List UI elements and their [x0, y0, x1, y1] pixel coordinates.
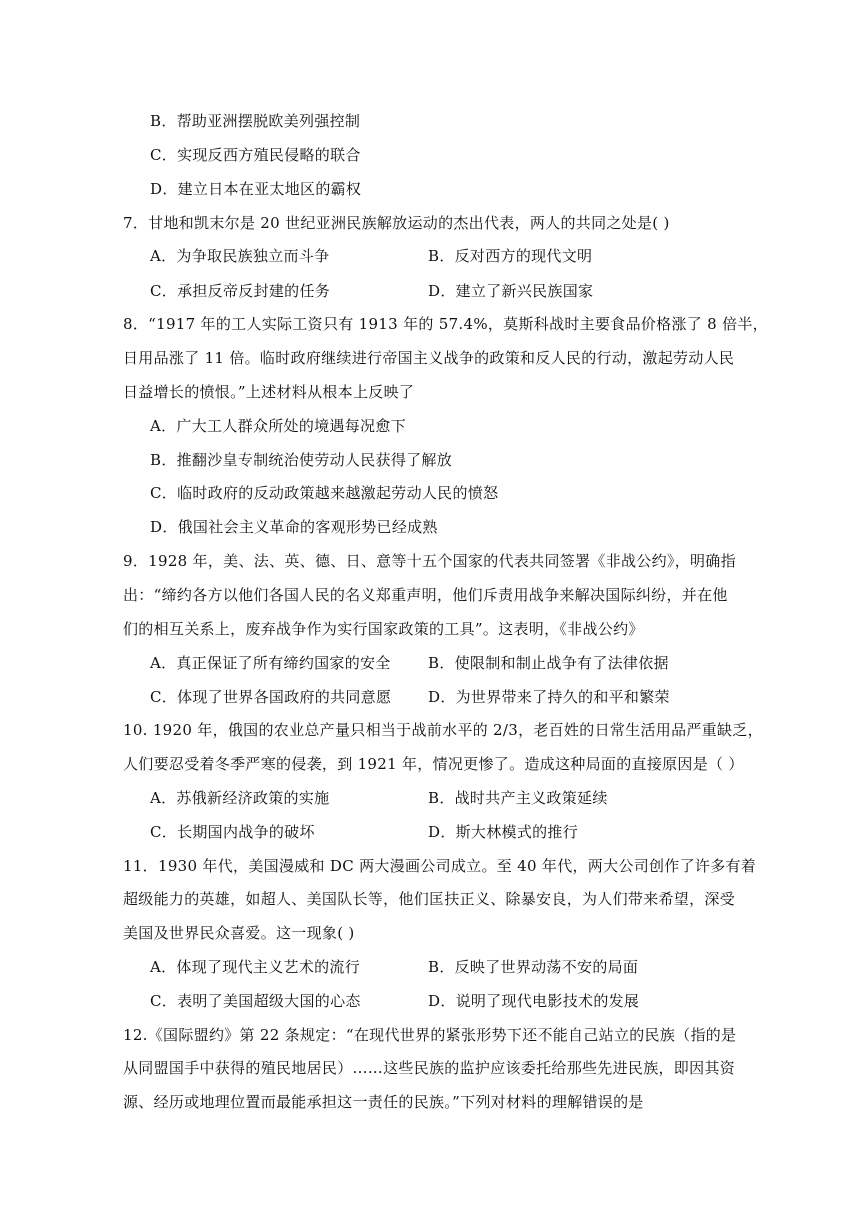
q10-option-d: D．斯大林模式的推行 — [428, 823, 579, 841]
q9-stem-line-3: 们的相互关系上，废弃战争作为实行国家政策的工具”。这表明，《非战公约》 — [123, 620, 644, 638]
q11-stem-line-1: 11．1930 年代，美国漫威和 DC 两大漫画公司成立。至 40 年代，两大公司创作了许多有着 — [123, 857, 757, 875]
q6-option-c: C．实现反西方殖民侵略的联合 — [150, 146, 361, 164]
q7-option-c: C．承担反帝反封建的任务 — [150, 282, 331, 300]
q10-option-b: B．战时共产主义政策延续 — [428, 789, 608, 807]
q8-stem-line-1: 8．“1917 年的工人实际工资只有 1913 年的 57.4%，莫斯科战时主要食品价格涨了 8 倍半， — [123, 315, 768, 333]
q12-stem-line-2: 从同盟国手中获得的殖民地居民）……这些民族的监护应该委托给那些先进民族，即因其资 — [123, 1059, 736, 1077]
q12-stem-line-3: 源、经历或地理位置而最能承担这一责任的民族。”下列对材料的理解错误的是 — [123, 1093, 644, 1111]
q7-stem-line-1: 7．甘地和凯末尔是 20 世纪亚洲民族解放运动的杰出代表，两人的共同之处是( ) — [123, 214, 670, 232]
q6-option-d: D．建立日本在亚太地区的霸权 — [150, 180, 362, 198]
q11-stem-line-3: 美国及世界民众喜爱。这一现象( ) — [123, 924, 355, 942]
q12-stem-line-1: 12.《国际盟约》第 22 条规定：“在现代世界的紧张形势下还不能自己站立的民族（指的是 — [123, 1026, 737, 1044]
q8-option-a: A．广大工人群众所处的境遇每况愈下 — [150, 417, 406, 435]
q11-option-c: C．表明了美国超级大国的心态 — [150, 992, 361, 1010]
q9-option-c: C．体现了世界各国政府的共同意愿 — [150, 688, 392, 706]
q9-option-a: A．真正保证了所有缔约国家的安全 — [150, 654, 391, 672]
q9-stem-line-2: 出：“缔约各方以他们各国人民的名义郑重声明，他们斥责用战争来解决国际纠纷，并在他 — [123, 586, 728, 604]
q10-option-a: A．苏俄新经济政策的实施 — [150, 789, 330, 807]
q11-option-a: A．体现了现代主义艺术的流行 — [150, 958, 361, 976]
q9-option-d: D．为世界带来了持久的和平和繁荣 — [428, 688, 670, 706]
q10-stem-line-1: 10. 1920 年，俄国的农业总产量只相当于战前水平的 2/3，老百姓的日常生活用品严重缺乏， — [123, 721, 763, 739]
q10-option-c: C．长期国内战争的破坏 — [150, 823, 315, 841]
q6-option-b: B．帮助亚洲摆脱欧美列强控制 — [150, 112, 361, 130]
q7-option-d: D．建立了新兴民族国家 — [428, 282, 594, 300]
q8-stem-line-2: 日用品涨了 11 倍。临时政府继续进行帝国主义战争的政策和反人民的行动，激起劳动人民 — [123, 349, 735, 367]
q7-option-b: B．反对西方的现代文明 — [428, 247, 593, 265]
q8-option-d: D．俄国社会主义革命的客观形势已经成熟 — [150, 518, 438, 536]
q11-stem-line-2: 超级能力的英雄，如超人、美国队长等，他们匡扶正义、除暴安良，为人们带来希望，深受 — [123, 890, 736, 908]
q8-option-b: B．推翻沙皇专制统治使劳动人民获得了解放 — [150, 451, 453, 469]
q11-option-b: B．反映了世界动荡不安的局面 — [428, 958, 639, 976]
q7-option-a: A．为争取民族独立而斗争 — [150, 247, 330, 265]
q8-stem-line-3: 日益增长的愤恨。”上述材料从根本上反映了 — [123, 383, 415, 401]
q10-stem-line-2: 人们要忍受着冬季严寒的侵袭，到 1921 年，情况更惨了。造成这种局面的直接原因是（ ） — [123, 755, 744, 773]
q8-option-c: C．临时政府的反动政策越来越激起劳动人民的愤怒 — [150, 484, 499, 502]
q11-option-d: D．说明了现代电影技术的发展 — [428, 992, 640, 1010]
q9-stem-line-1: 9．1928 年，美、法、英、德、日、意等十五个国家的代表共同签署《非战公约》，明确指 — [123, 552, 736, 570]
q9-option-b: B．使限制和制止战争有了法律依据 — [428, 654, 669, 672]
